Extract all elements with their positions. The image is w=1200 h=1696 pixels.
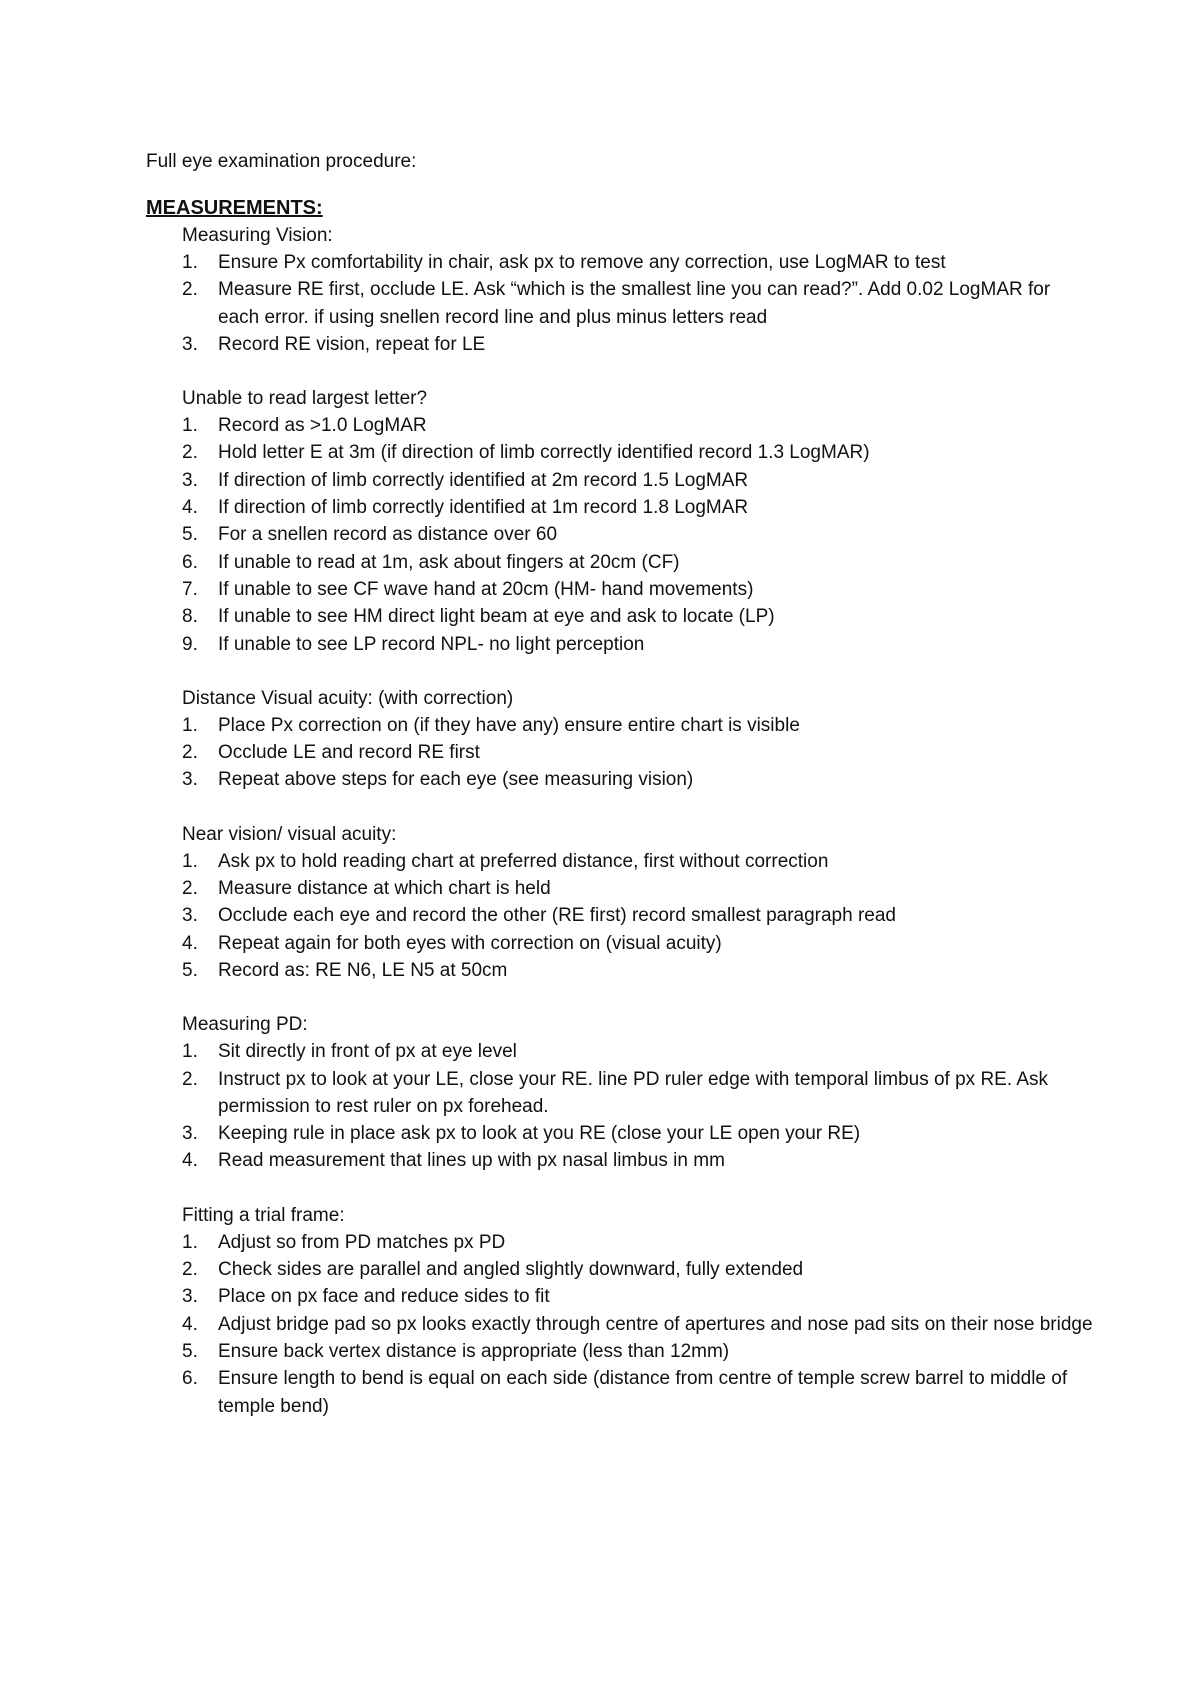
step-text: If unable to read at 1m, ask about fingers at 20cm (CF) — [218, 551, 680, 573]
step-text: Occlude LE and record RE first — [218, 742, 480, 764]
step-number: 1. — [182, 415, 198, 437]
step-text: Adjust bridge pad so px looks exactly through centre of apertures and nose pad sits on their nose bridge — [218, 1313, 1093, 1335]
step-item — [182, 1338, 1096, 1365]
section-title: Unable to read largest letter? — [182, 388, 428, 410]
step-text: Hold letter E at 3m (if direction of limb correctly identified record 1.3 LogMAR) — [218, 442, 870, 464]
step-text: If unable to see CF wave hand at 20cm (HM- hand movements) — [218, 578, 754, 600]
step-item — [182, 331, 1096, 358]
step-text: Ensure back vertex distance is appropriate (less than 12mm) — [218, 1340, 730, 1362]
step-number: 3. — [182, 469, 198, 491]
step-list — [182, 712, 1096, 794]
step-number: 1. — [182, 1041, 198, 1063]
step-text: If unable to see LP record NPL- no light perception — [218, 633, 645, 655]
step-number: 6. — [182, 1368, 198, 1390]
step-text: Measure RE first, occlude LE. Ask “which is the smallest line you can read?”. Add 0.02 LogMAR for each error. if using snellen record line and plus minus letters read — [218, 279, 1051, 328]
section-title: Near vision/ visual acuity: — [182, 823, 397, 845]
step-number: 4. — [182, 1313, 198, 1335]
step-item — [182, 549, 1096, 576]
step-text: Repeat again for both eyes with correction on (visual acuity) — [218, 932, 722, 954]
step-number: 5. — [182, 524, 198, 546]
step-number: 2. — [182, 742, 198, 764]
step-text: Adjust so from PD matches px PD — [218, 1231, 506, 1253]
step-number: 1. — [182, 252, 198, 273]
document-title: Full eye examination procedure: — [146, 151, 417, 172]
step-number: 8. — [182, 606, 198, 628]
step-number: 3. — [182, 1123, 198, 1145]
step-number: 6. — [182, 551, 198, 573]
step-item — [182, 576, 1096, 603]
step-item — [182, 467, 1096, 494]
step-item — [182, 1283, 1096, 1310]
step-item — [182, 902, 1096, 929]
step-item — [182, 739, 1096, 766]
step-number: 1. — [182, 1231, 198, 1253]
section-fitting-a-trial — [182, 1202, 1096, 1420]
step-number: 4. — [182, 1150, 198, 1172]
step-item — [182, 1066, 1096, 1121]
step-text: For a snellen record as distance over 60 — [218, 524, 558, 546]
document-page — [146, 148, 1096, 1420]
step-item — [182, 848, 1096, 875]
step-text: If unable to see HM direct light beam at eye and ask to locate (LP) — [218, 606, 775, 628]
step-item — [182, 603, 1096, 630]
step-text: Ensure Px comfortability in chair, ask px to remove any correction, use LogMAR to test — [218, 252, 946, 273]
step-item — [182, 712, 1096, 739]
step-item — [182, 957, 1096, 984]
section-unable-to-read — [182, 385, 1096, 658]
step-number: 3. — [182, 333, 198, 355]
step-item — [182, 1147, 1096, 1174]
step-text: Read measurement that lines up with px nasal limbus in mm — [218, 1150, 725, 1172]
step-list — [182, 412, 1096, 658]
step-list — [182, 1038, 1096, 1174]
step-number: 7. — [182, 578, 198, 600]
step-item — [182, 1311, 1096, 1338]
step-text: Occlude each eye and record the other (RE first) record smallest paragraph read — [218, 905, 896, 927]
step-number: 2. — [182, 1259, 198, 1281]
step-number: 2. — [182, 878, 198, 900]
step-text: Keeping rule in place ask px to look at you RE (close your LE open your RE) — [218, 1123, 861, 1145]
step-list — [182, 1229, 1096, 1420]
step-number: 9. — [182, 633, 198, 655]
step-item — [182, 249, 1096, 276]
step-item — [182, 494, 1096, 521]
step-text: Ask px to hold reading chart at preferred distance, first without correction — [218, 850, 829, 872]
section-measuring-vision — [182, 222, 1096, 358]
step-text: Repeat above steps for each eye (see measuring vision) — [218, 769, 694, 791]
step-item — [182, 521, 1096, 548]
step-number: 1. — [182, 714, 198, 736]
step-item — [182, 276, 1096, 331]
step-number: 3. — [182, 905, 198, 927]
step-item — [182, 1038, 1096, 1065]
step-list — [182, 249, 1096, 358]
step-text: If direction of limb correctly identified at 2m record 1.5 LogMAR — [218, 469, 749, 491]
step-number: 3. — [182, 769, 198, 791]
step-item — [182, 1256, 1096, 1283]
step-number: 5. — [182, 959, 198, 981]
step-text: Record as >1.0 LogMAR — [218, 415, 427, 437]
step-number: 2. — [182, 442, 198, 464]
step-number: 2. — [182, 1068, 198, 1090]
section-measuring-pd — [182, 1011, 1096, 1174]
section-title: Measuring PD: — [182, 1014, 308, 1036]
step-list — [182, 848, 1096, 984]
step-text: If direction of limb correctly identified at 1m record 1.8 LogMAR — [218, 497, 749, 519]
step-text: Check sides are parallel and angled slightly downward, fully extended — [218, 1259, 804, 1281]
step-item — [182, 1229, 1096, 1256]
sections-container — [146, 222, 1096, 1420]
section-near-vision-visual — [182, 821, 1096, 984]
step-number: 2. — [182, 279, 198, 301]
step-item — [182, 1120, 1096, 1147]
step-item — [182, 1365, 1096, 1420]
step-item — [182, 631, 1096, 658]
step-number: 1. — [182, 850, 198, 872]
step-text: Ensure length to bend is equal on each side (distance from centre of temple screw barrel to middle of temple bend) — [218, 1368, 1068, 1417]
step-number: 5. — [182, 1340, 198, 1362]
step-item — [182, 875, 1096, 902]
step-item — [182, 439, 1096, 466]
step-text: Sit directly in front of px at eye level — [218, 1041, 517, 1063]
section-title: Fitting a trial frame: — [182, 1204, 345, 1226]
step-item — [182, 412, 1096, 439]
step-number: 4. — [182, 932, 198, 954]
step-number: 3. — [182, 1286, 198, 1308]
step-text: Record as: RE N6, LE N5 at 50cm — [218, 959, 508, 981]
step-text: Instruct px to look at your LE, close your RE. line PD ruler edge with temporal limbus of px RE. Ask permission to rest ruler on px forehead. — [218, 1068, 1049, 1117]
step-text: Place Px correction on (if they have any) ensure entire chart is visible — [218, 714, 800, 736]
step-item — [182, 930, 1096, 957]
section-title: Distance Visual acuity: (with correction) — [182, 687, 514, 709]
step-item — [182, 766, 1096, 793]
section-title: Measuring Vision: — [182, 225, 333, 246]
measurements-heading: MEASUREMENTS: — [146, 197, 323, 219]
step-text: Measure distance at which chart is held — [218, 878, 551, 900]
step-text: Place on px face and reduce sides to fit — [218, 1286, 550, 1308]
step-text: Record RE vision, repeat for LE — [218, 333, 486, 355]
section-distance-visual-acuity — [182, 685, 1096, 794]
step-number: 4. — [182, 497, 198, 519]
